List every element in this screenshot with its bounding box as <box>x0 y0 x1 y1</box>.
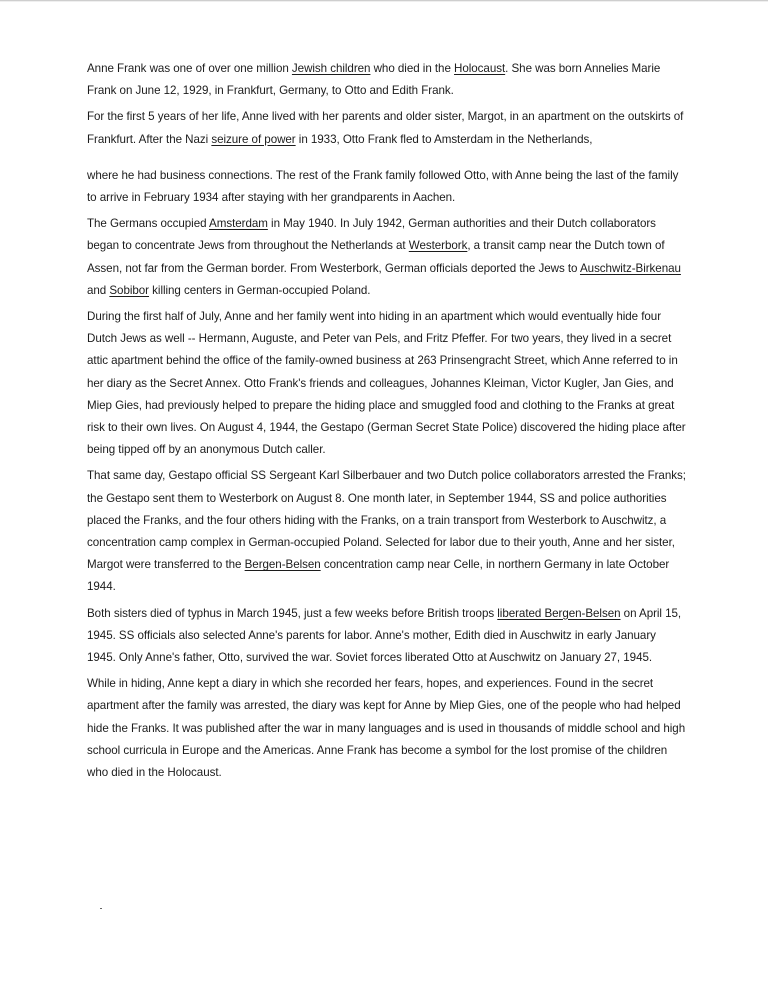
body-text: on April 15, 1945. SS officials also selected Anne's parents for labor. Anne's mother, Edith died in Auschwitz in early January 1945. Only Anne's father, Otto, survived the war. Soviet forces liberated Otto at Auschwitz on January 27, 1945. <box>87 606 682 665</box>
body-text: During the first half of July, Anne and her family went into hiding in an apartment which would eventually hide four Dutch Jews as well -- Hermann, Auguste, and Peter van Pels, and Fritz Pfeffer. For two years, they lived in a secret attic apartment behind the office of the family-owned business at 263 Prinsengracht Street, which Anne referred to in her diary as the Secret Annex. Otto Frank's friends and colleagues, Johannes Kleiman, Victor Kugler, Jan Gies, and Miep Gies, had previously helped to prepare the hiding place and smuggled food and clothing to the Franks at great risk to their own lives. On August 4, 1944, the Gestapo (German Secret State Police) discovered the hiding place after being tipped off by an anonymous Dutch caller. <box>87 310 686 457</box>
underlined-link[interactable]: Bergen-Belsen <box>244 558 321 572</box>
body-text: While in hiding, Anne kept a diary in which she recorded her fears, hopes, and experiences. Found in the secret apartment after the family was arrested, the diary was kept for Anne by Miep Gies, one of the people who had helped hide the Franks. It was published after the war in many languages and is used in thousands of middle school and high school curricula in Europe and the Americas. Anne Frank has become a symbol for the lost promise of the children who died in the Holocaust. <box>87 677 686 780</box>
paragraph-6 <box>87 465 687 598</box>
body-text: who died in the <box>370 62 455 75</box>
underlined-link[interactable]: Westerbork <box>408 239 468 253</box>
paragraph-8 <box>87 673 687 784</box>
underlined-link[interactable]: liberated Bergen-Belsen <box>497 606 621 620</box>
document-body <box>87 58 687 788</box>
paragraph-3 <box>87 165 687 209</box>
paragraph-4 <box>87 213 687 302</box>
body-text: concentration camp near Celle, in northern Germany in late October 1944. <box>87 558 670 594</box>
body-text: That same day, Gestapo official SS Sergeant Karl Silberbauer and two Dutch police collaborators arrested the Franks; the Gestapo sent them to Westerbork on August 8. One month later, in September 1944, SS and police authorities placed the Franks, and the four others hiding with the Franks, on a train transport from Westerbork to Auschwitz, a concentration camp complex in German-occupied Poland. Selected for labor due to their youth, Anne and her sister, Margot were transferred to the <box>87 469 686 572</box>
body-text: where he had business connections. The rest of the Frank family followed Otto, with Anne being the last of the family to arrive in February 1934 after staying with her grandparents in Aachen. <box>87 168 679 205</box>
underlined-link[interactable]: Sobibor <box>109 283 149 297</box>
body-text: . She was born Annelies Marie Frank on June 12, 1929, in Frankfurt, Germany, to Otto and Edith Frank. <box>87 62 661 98</box>
underlined-link[interactable]: Holocaust <box>454 62 506 75</box>
paragraph-7 <box>87 603 687 670</box>
paragraph-2 <box>87 106 687 150</box>
body-text: and <box>87 283 110 297</box>
body-text: The Germans occupied <box>87 217 210 231</box>
body-text: in 1933, Otto Frank fled to Amsterdam in the Netherlands, <box>295 132 593 146</box>
scan-edge <box>0 0 768 2</box>
paragraph-1 <box>87 58 687 102</box>
body-text: , a transit camp near the Dutch town of Assen, not far from the German border. From Westerbork, German officials deported the Jews to <box>87 239 665 275</box>
underlined-link[interactable]: Amsterdam <box>209 217 268 231</box>
scan-speck <box>100 908 102 909</box>
body-text: in May 1940. In July 1942, German authorities and their Dutch collaborators began to concentrate Jews from throughout the Netherlands at <box>87 217 656 253</box>
underlined-link[interactable]: Auschwitz-Birkenau <box>579 261 681 275</box>
underlined-link[interactable]: Jewish children <box>291 62 371 75</box>
underlined-link[interactable]: seizure of power <box>211 132 296 146</box>
body-text: Both sisters died of typhus in March 1945, just a few weeks before British troops <box>87 606 498 620</box>
paragraph-5 <box>87 306 687 461</box>
body-text: killing centers in German-occupied Poland. <box>149 283 371 297</box>
body-text: Anne Frank was one of over one million <box>87 62 292 75</box>
body-text: For the first 5 years of her life, Anne lived with her parents and older sister, Margot, in an apartment on the outskirts of Frankfurt. After the Nazi <box>87 110 684 146</box>
